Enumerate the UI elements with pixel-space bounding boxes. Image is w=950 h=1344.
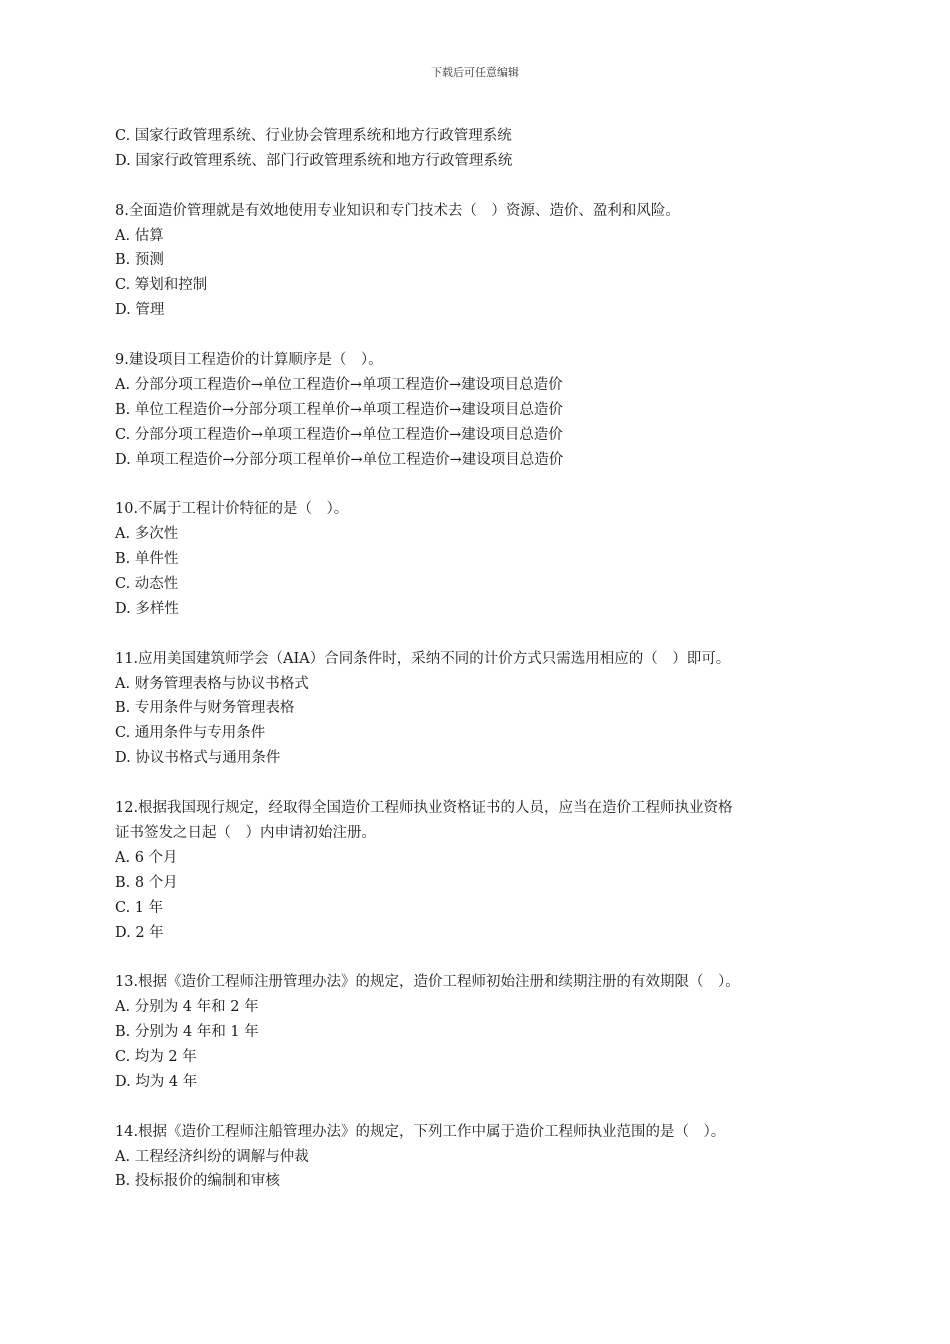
option-line: D. 管理 xyxy=(115,302,165,319)
option-line: A. 分部分项工程造价→单位工程造价→单项工程造价→建设项目总造价 xyxy=(115,376,563,393)
spacer xyxy=(115,771,855,796)
option-line: A. 分别为 4 年和 2 年 xyxy=(115,999,259,1016)
option-line: C. 均为 2 年 xyxy=(115,1048,197,1065)
spacer xyxy=(115,472,855,497)
question-stem: 13.根据《造价工程师注册管理办法》的规定，造价工程师初始注册和续期注册的有效期限（ ）。 xyxy=(115,974,740,991)
option-line: D. 均为 4 年 xyxy=(115,1073,198,1090)
spacer xyxy=(115,323,855,348)
option-line: A. 多次性 xyxy=(115,526,179,543)
option-line: B. 单位工程造价→分部分项工程单价→单项工程造价→建设项目总造价 xyxy=(115,401,563,418)
question-stem: 10.不属于工程计价特征的是（ ）。 xyxy=(115,501,349,518)
option-line: A. 估算 xyxy=(115,227,164,244)
option-line: A. 财务管理表格与协议书格式 xyxy=(115,675,309,692)
question-stem: 12.根据我国现行规定，经取得全国造价工程师执业资格证书的人员，应当在造价工程师执业资格 xyxy=(115,800,733,817)
option-line: C. 1 年 xyxy=(115,899,164,916)
option-line: B. 单件性 xyxy=(115,551,179,568)
question-12 xyxy=(115,796,855,945)
question-10 xyxy=(115,497,855,621)
question-9 xyxy=(115,348,855,472)
option-line: A. 工程经济纠纷的调解与仲裁 xyxy=(115,1148,309,1165)
question-stem: 14.根据《造价工程师注船管理办法》的规定，下列工作中属于造价工程师执业范围的是（ ）。 xyxy=(115,1123,726,1140)
option-line: D. 2 年 xyxy=(115,924,164,941)
option-line: B. 分别为 4 年和 1 年 xyxy=(115,1024,259,1041)
option-line: D. 协议书格式与通用条件 xyxy=(115,750,281,767)
option-line: C. 通用条件与专用条件 xyxy=(115,725,266,742)
option-line: C. 分部分项工程造价→单项工程造价→单位工程造价→建设项目总造价 xyxy=(115,426,563,443)
question-8 xyxy=(115,199,855,323)
option-line: A. 6 个月 xyxy=(115,849,178,866)
option-line: D. 单项工程造价→分部分项工程单价→单位工程造价→建设项目总造价 xyxy=(115,451,564,468)
question-14 xyxy=(115,1120,855,1195)
question-stem: 8.全面造价管理就是有效地使用专业知识和专门技术去（ ）资源、造价、盈利和风险。 xyxy=(115,202,680,219)
page-header: 下载后可任意编辑 xyxy=(431,66,519,79)
question-stem: 11.应用美国建筑师学会（AIA）合同条件时，采纳不同的计价方式只需选用相应的（ ）即可。 xyxy=(115,650,731,667)
spacer xyxy=(115,622,855,647)
option-line: B. 预测 xyxy=(115,252,164,269)
spacer xyxy=(115,945,855,970)
option-line: C. 国家行政管理系统、行业协会管理系统和地方行政管理系统 xyxy=(115,128,512,144)
spacer xyxy=(115,1095,855,1120)
option-line: B. 8 个月 xyxy=(115,874,178,891)
document-body xyxy=(115,124,855,1194)
option-line: D. 多样性 xyxy=(115,600,179,617)
option-line: D. 国家行政管理系统、部门行政管理系统和地方行政管理系统 xyxy=(115,152,513,169)
question-13 xyxy=(115,970,855,1094)
option-line: C. 动态性 xyxy=(115,576,179,593)
question-11 xyxy=(115,647,855,771)
option-line: C. 筹划和控制 xyxy=(115,277,208,294)
spacer xyxy=(115,174,855,199)
option-line: B. 专用条件与财务管理表格 xyxy=(115,700,295,717)
question-stem: 9.建设项目工程造价的计算顺序是（ ）。 xyxy=(115,352,383,369)
option-line: B. 投标报价的编制和审核 xyxy=(115,1173,280,1190)
question-stem-continuation: 证书签发之日起（ ）内申请初始注册。 xyxy=(115,824,376,841)
